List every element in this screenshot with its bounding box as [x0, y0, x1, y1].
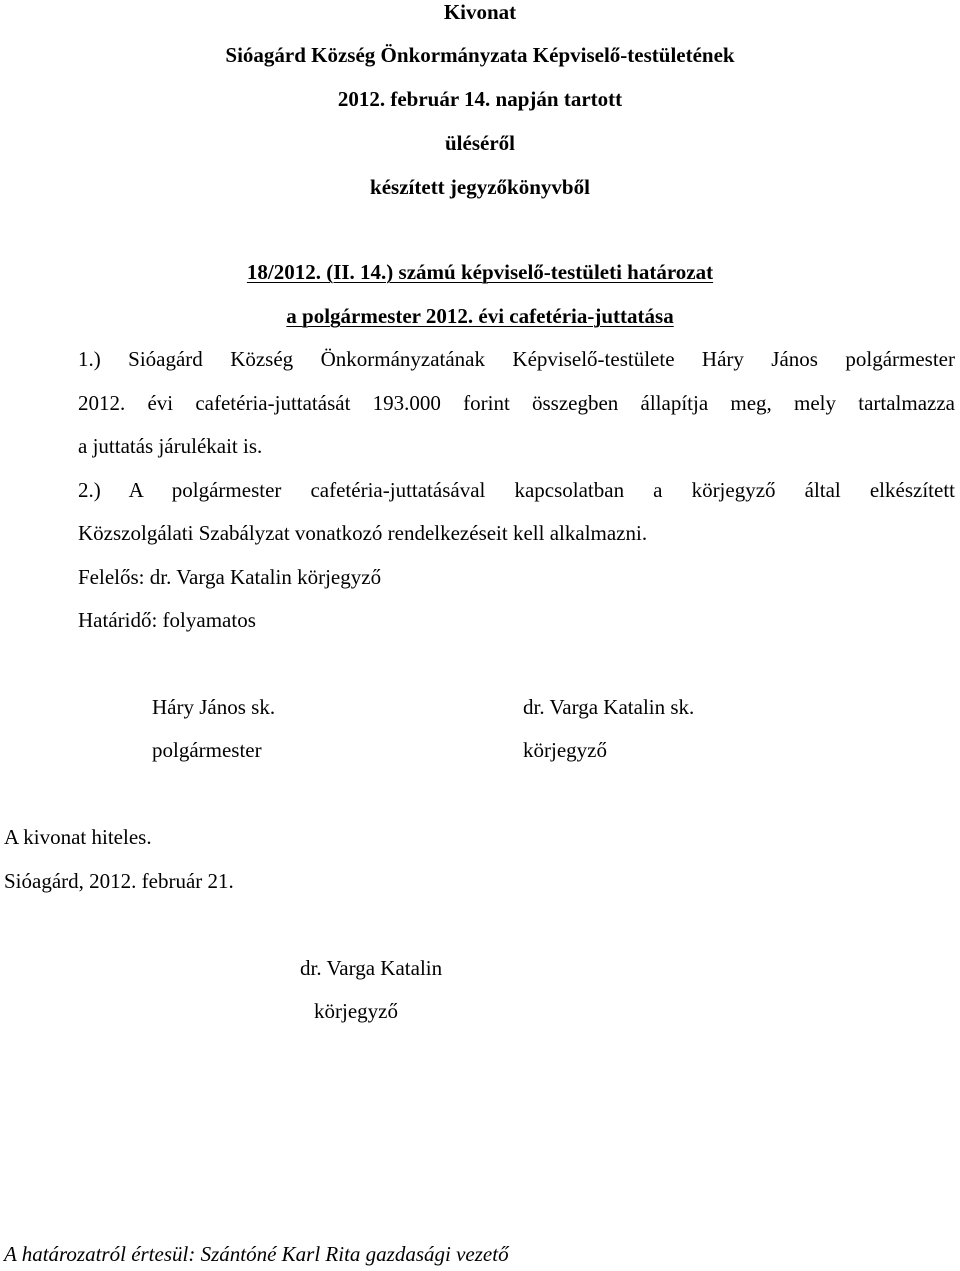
meeting-line: üléséről [445, 131, 515, 155]
certification-place-date: Sióagárd, 2012. február 21. [4, 869, 234, 893]
minutes-line: készített jegyzőkönyvből [370, 175, 590, 199]
deadline: Határidő: folyamatos [78, 608, 256, 632]
paragraph-2-line-1: 2.) A polgármester cafetéria-juttatásával kapcsolatban a körjegyző által elkészített [78, 478, 955, 502]
certifier-name: dr. Varga Katalin [300, 956, 443, 980]
council-name: Sióagárd Község Önkormányzata Képviselő-testületének [225, 43, 735, 67]
mayor-signature-name: Háry János sk. [152, 695, 276, 719]
meeting-date: 2012. február 14. napján tartott [337, 87, 623, 111]
notary-signature-name: dr. Varga Katalin sk. [523, 695, 695, 719]
certification-statement: A kivonat hiteles. [4, 825, 152, 849]
document-title: Kivonat [443, 0, 517, 24]
paragraph-2-line-2: Közszolgálati Szabályzat vonatkozó rendelkezéseit kell alkalmazni. [78, 521, 648, 545]
notary-signature-title: körjegyző [523, 738, 607, 762]
responsible-person: Felelős: dr. Varga Katalin körjegyző [78, 565, 382, 589]
certifier-title: körjegyző [314, 999, 398, 1023]
paragraph-1-line-3: a juttatás járulékait is. [78, 434, 263, 458]
resolution-number: 18/2012. (II. 14.) számú képviselő-testületi határozat [246, 260, 714, 284]
paragraph-1-line-1: 1.) Sióagárd Község Önkormányzatának Képviselő-testülete Háry János polgármester [78, 347, 955, 371]
mayor-signature-title: polgármester [152, 738, 262, 762]
resolution-subject: a polgármester 2012. évi cafetéria-juttatása [286, 304, 674, 328]
paragraph-1-line-2: 2012. évi cafetéria-juttatását 193.000 forint összegben állapítja meg, mely tartalmazza [78, 391, 955, 415]
notification-footer: A határozatról értesül: Szántóné Karl Rita gazdasági vezető [4, 1242, 509, 1266]
